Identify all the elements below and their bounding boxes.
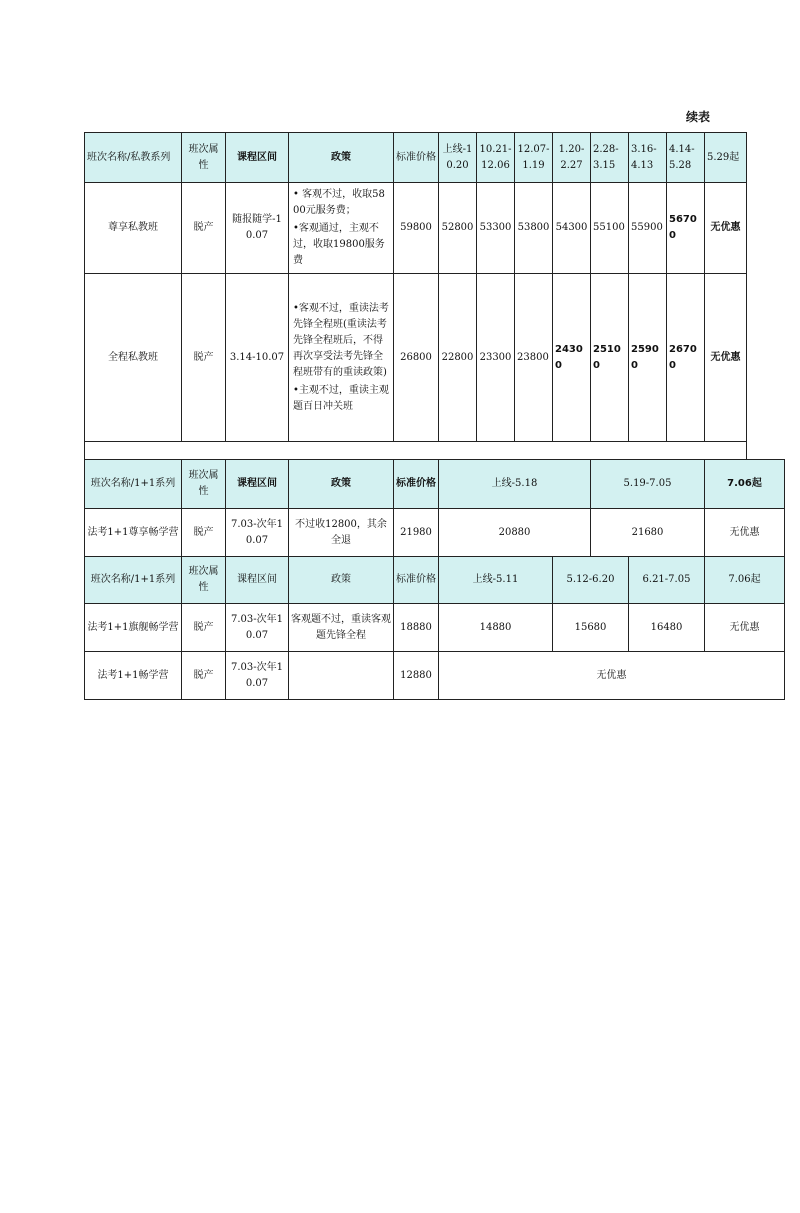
class-name: 尊享私教班 (85, 183, 182, 274)
col-name-header: 班次名称/1+1系列 (85, 460, 182, 509)
period-price: 无优惠 (439, 652, 785, 700)
period-price: 无优惠 (705, 183, 747, 274)
class-attr: 脱产 (182, 509, 226, 557)
standard-price: 59800 (394, 183, 439, 274)
one-plus-one-table (84, 459, 785, 700)
header-row (85, 133, 747, 183)
period-header: 7.06起 (705, 460, 785, 509)
col-policy-header: 政策 (289, 557, 394, 604)
period-price: 52800 (439, 183, 477, 274)
course-range: 7.03-次年10.07 (226, 509, 289, 557)
table-row (85, 509, 785, 557)
spacer-row (85, 442, 747, 460)
course-range: 7.03-次年10.07 (226, 652, 289, 700)
class-attr: 脱产 (182, 604, 226, 652)
period-header: 3.16-4.13 (629, 133, 667, 183)
standard-price: 12880 (394, 652, 439, 700)
class-attr: 脱产 (182, 274, 226, 442)
header-row (85, 460, 785, 509)
private-coaching-table (84, 132, 747, 460)
col-range-header: 课程区间 (226, 460, 289, 509)
col-attr-header: 班次属性 (182, 460, 226, 509)
continued-label: 续表 (686, 110, 711, 124)
policy-cell (289, 652, 394, 700)
period-header: 2.28-3.15 (591, 133, 629, 183)
period-price: 23800 (515, 274, 553, 442)
period-price: 53800 (515, 183, 553, 274)
class-name: 法考1+1尊享畅学营 (85, 509, 182, 557)
col-price-header: 标准价格 (394, 557, 439, 604)
col-policy-header: 政策 (289, 133, 394, 183)
col-price-header: 标准价格 (394, 133, 439, 183)
policy-cell (289, 274, 394, 442)
period-header: 6.21-7.05 (629, 557, 705, 604)
period-header: 上线-5.18 (439, 460, 591, 509)
period-price: 21680 (591, 509, 705, 557)
period-header: 10.21-12.06 (477, 133, 515, 183)
period-price: 25100 (591, 274, 629, 442)
course-range: 随报随学-10.07 (226, 183, 289, 274)
policy-line: •客观通过，主观不过，收取19800服务费 (293, 223, 385, 266)
period-price: 20880 (439, 509, 591, 557)
period-header: 1.20-2.27 (553, 133, 591, 183)
standard-price: 18880 (394, 604, 439, 652)
period-price: 14880 (439, 604, 553, 652)
header-row (85, 557, 785, 604)
table-row (85, 604, 785, 652)
period-header: 上线-5.11 (439, 557, 553, 604)
policy-cell: 客观题不过，重读客观题先锋全程 (289, 604, 394, 652)
standard-price: 26800 (394, 274, 439, 442)
policy-line: •主观不过，重读主观题百日冲关班 (293, 384, 389, 412)
class-attr: 脱产 (182, 183, 226, 274)
period-price: 55900 (629, 183, 667, 274)
period-price: 24300 (553, 274, 591, 442)
period-header: 上线-10.20 (439, 133, 477, 183)
class-name: 全程私教班 (85, 274, 182, 442)
course-range: 3.14-10.07 (226, 274, 289, 442)
col-attr-header: 班次属性 (182, 557, 226, 604)
class-name: 法考1+1旗舰畅学营 (85, 604, 182, 652)
period-price: 53300 (477, 183, 515, 274)
policy-cell (289, 183, 394, 274)
period-price: 55100 (591, 183, 629, 274)
period-header: 5.19-7.05 (591, 460, 705, 509)
period-price: 54300 (553, 183, 591, 274)
course-range: 7.03-次年10.07 (226, 604, 289, 652)
period-price: 16480 (629, 604, 705, 652)
table-row (85, 652, 785, 700)
table-row (85, 274, 747, 442)
policy-line: • 客观不过，收取5800元服务费； (293, 189, 385, 216)
period-price: 25900 (629, 274, 667, 442)
period-price: 无优惠 (705, 509, 785, 557)
period-price: 无优惠 (705, 604, 785, 652)
col-range-header: 课程区间 (226, 557, 289, 604)
period-price: 23300 (477, 274, 515, 442)
period-price: 26700 (667, 274, 705, 442)
policy-cell: 不过收12800，其余全退 (289, 509, 394, 557)
class-name: 法考1+1畅学营 (85, 652, 182, 700)
col-price-header: 标准价格 (394, 460, 439, 509)
col-policy-header: 政策 (289, 460, 394, 509)
standard-price: 21980 (394, 509, 439, 557)
period-header: 5.12-6.20 (553, 557, 629, 604)
period-header: 4.14-5.28 (667, 133, 705, 183)
period-price: 22800 (439, 274, 477, 442)
col-range-header: 课程区间 (226, 133, 289, 183)
period-header: 7.06起 (705, 557, 785, 604)
col-name-header: 班次名称/1+1系列 (85, 557, 182, 604)
col-attr-header: 班次属性 (182, 133, 226, 183)
period-header: 5.29起 (705, 133, 747, 183)
policy-line: •客观不过，重读法考先锋全程班(重读法考先锋全程班后，不得再次享受法考先锋全程班带有的重读政策) (293, 302, 389, 378)
period-price: 56700 (667, 183, 705, 274)
period-price: 15680 (553, 604, 629, 652)
col-name-header: 班次名称/私教系列 (85, 133, 182, 183)
period-price: 无优惠 (705, 274, 747, 442)
period-header: 12.07-1.19 (515, 133, 553, 183)
table-row (85, 183, 747, 274)
class-attr: 脱产 (182, 652, 226, 700)
spacer-cell (85, 442, 747, 460)
